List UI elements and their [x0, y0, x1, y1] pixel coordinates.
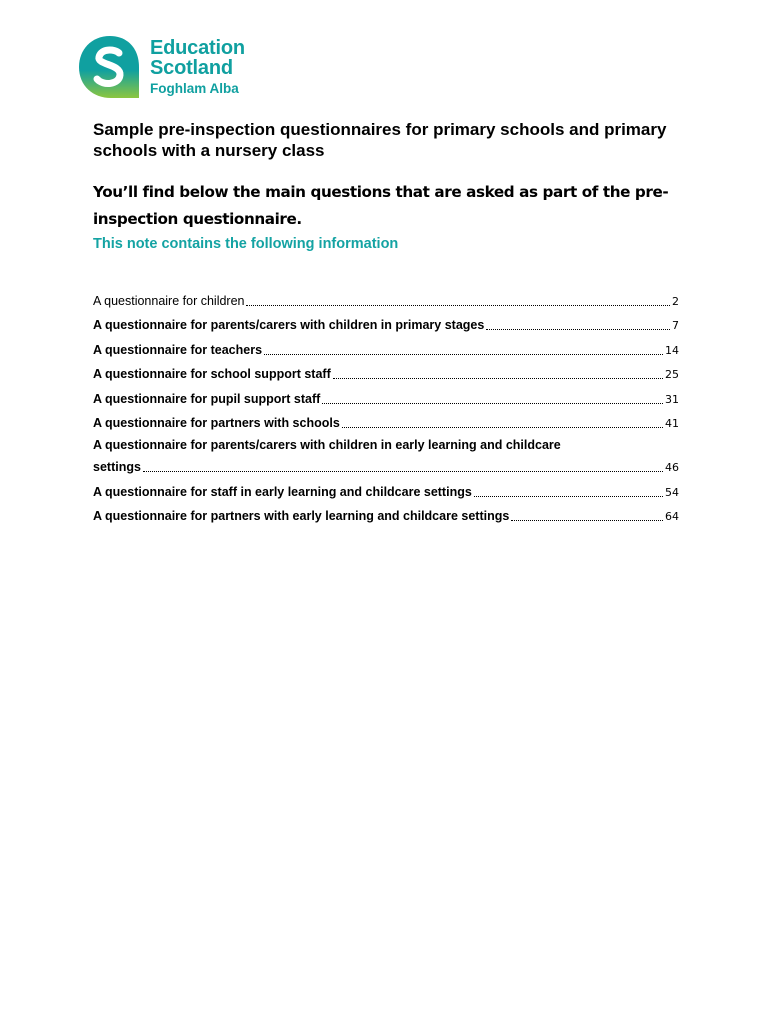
toc-entry-label: A questionnaire for parents/carers with children in primary stages — [93, 318, 485, 332]
page-title: Sample pre-inspection questionnaires for primary schools and primary schools with a nursery class — [93, 120, 667, 160]
toc-page-number: 46 — [665, 461, 679, 474]
toc-entry-label: A questionnaire for partners with schools — [93, 416, 340, 430]
toc-page-number: 64 — [665, 510, 679, 523]
toc-page-number: 14 — [665, 343, 679, 357]
table-of-contents — [93, 285, 679, 525]
toc-entry-teachers[interactable] — [93, 334, 679, 359]
toc-entry-label: A questionnaire for pupil support staff — [93, 391, 321, 406]
toc-leader-dots — [486, 329, 670, 330]
toc-entry-label: A questionnaire for staff in early learning and childcare settings — [93, 484, 472, 499]
toc-entry-staff-elc[interactable] — [93, 476, 679, 501]
toc-leader-dots — [264, 354, 663, 355]
logo-line-education: Education — [150, 37, 245, 59]
toc-page-number: 31 — [665, 392, 679, 406]
toc-leader-dots — [246, 305, 670, 306]
toc-leader-dots — [322, 403, 663, 404]
logo-line-foghlam-alba: Foghlam Alba — [150, 81, 239, 96]
toc-page-number: 7 — [672, 319, 679, 332]
logo-line-scotland: Scotland — [150, 57, 233, 79]
toc-page-number: 54 — [665, 485, 679, 499]
toc-entry-label: A questionnaire for parents/carers with children in early learning and childcare — [93, 438, 561, 452]
toc-entry-school-support-staff[interactable] — [93, 359, 679, 384]
toc-entry-pupil-support-staff[interactable] — [93, 383, 679, 408]
toc-entry-label: A questionnaire for teachers — [93, 342, 263, 357]
toc-entry-label-continued: settings — [93, 460, 141, 474]
toc-entry-children[interactable] — [93, 285, 679, 310]
contents-heading: This note contains the following information — [93, 236, 399, 252]
education-scotland-logo-icon — [77, 34, 143, 100]
toc-leader-dots — [333, 378, 663, 379]
intro-paragraph: You’ll find below the main questions that are asked as part of the pre-inspection questionnaire. — [93, 183, 669, 228]
toc-entry-partners-elc[interactable] — [93, 501, 679, 526]
education-scotland-logo — [77, 34, 257, 104]
toc-entry-partners-schools[interactable] — [93, 408, 679, 433]
toc-page-number: 2 — [672, 294, 679, 308]
toc-leader-dots — [342, 427, 663, 428]
toc-leader-dots — [474, 496, 663, 497]
toc-page-number: 25 — [665, 368, 679, 381]
toc-entry-parents-elc[interactable] — [93, 432, 679, 476]
toc-entry-label: A questionnaire for school support staff — [93, 367, 331, 381]
toc-page-number: 41 — [665, 417, 679, 430]
toc-entry-label: A questionnaire for children — [93, 293, 245, 308]
toc-entry-label: A questionnaire for partners with early learning and childcare settings — [93, 509, 510, 523]
toc-leader-dots — [511, 520, 663, 521]
toc-entry-parents-primary[interactable] — [93, 310, 679, 335]
toc-leader-dots — [143, 471, 663, 472]
